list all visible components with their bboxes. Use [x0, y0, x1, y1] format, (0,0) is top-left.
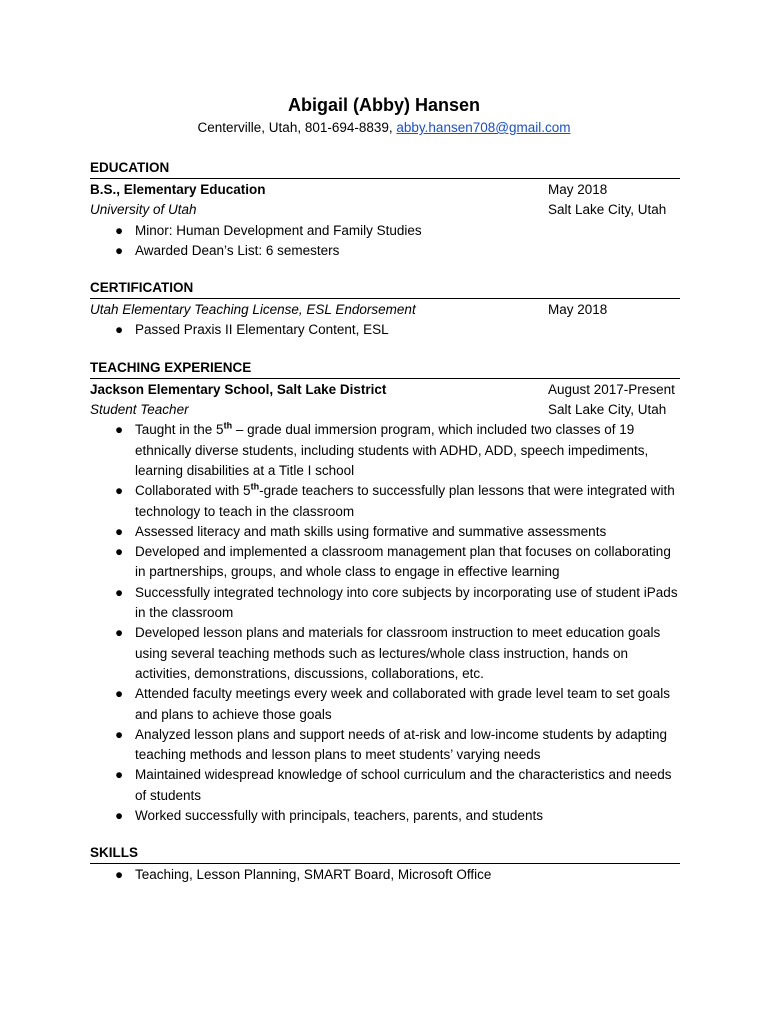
- bullet-text: Developed and implemented a classroom management plan that focuses on collaborating in partnerships, groups, and whole class to engage in effective learning: [135, 544, 671, 580]
- bullet-icon: ●: [115, 767, 124, 783]
- employer-name: Jackson Elementary School, Salt Lake District: [90, 381, 387, 397]
- experience-section: [90, 358, 680, 827]
- list-item: [115, 623, 680, 684]
- bullet-icon: ●: [115, 544, 124, 560]
- job-location: Salt Lake City, Utah: [548, 402, 667, 418]
- certification-section: [90, 278, 680, 341]
- list-item: [115, 481, 680, 522]
- bullet-icon: ●: [115, 584, 124, 600]
- resume-header: [0, 93, 768, 137]
- bullet-text: Awarded Dean’s List: 6 semesters: [135, 242, 340, 258]
- bullet-icon: ●: [115, 808, 124, 824]
- list-item: [115, 542, 680, 583]
- bullet-text: Maintained widespread knowledge of school curriculum and the characteristics and needs of students: [135, 767, 672, 803]
- list-item: [115, 420, 680, 481]
- bullet-icon: ●: [115, 726, 124, 742]
- bullet-text: Analyzed lesson plans and support needs of at-risk and low-income students by adapting teaching methods and lesson plans to meet students’ varying needs: [135, 726, 668, 763]
- bullet-text: Minor: Human Development and Family Studies: [135, 222, 422, 238]
- certification-bullets: [90, 320, 680, 340]
- bullet-text-end: – grade dual immersion program, which included two classes of 19 ethnically diverse students, including students with ADHD, ADD, speech impediments, learning disabilities at a Title I school: [135, 422, 649, 478]
- ordinal-suffix: th: [250, 481, 260, 492]
- section-heading: CERTIFICATION: [90, 278, 680, 299]
- bullet-text: Successfully integrated technology into core subjects by incorporating use of student iPads in the classroom: [135, 584, 678, 621]
- bullet-text: Teaching, Lesson Planning, SMART Board, Microsoft Office: [135, 867, 492, 883]
- degree: B.S., Elementary Education: [90, 182, 266, 197]
- contact-line: [0, 119, 768, 137]
- license-name: Utah Elementary Teaching License, ESL Endorsement: [90, 302, 416, 318]
- school-row: [90, 200, 680, 220]
- contact-details: Centerville, Utah, 801-694-8839,: [197, 120, 397, 135]
- bullet-icon: ●: [115, 867, 124, 883]
- bullet-icon: ●: [115, 242, 124, 258]
- experience-bullets: [90, 420, 680, 826]
- education-section: [90, 158, 680, 261]
- list-item: [115, 241, 680, 261]
- bullet-text-end: -grade teachers to successfully plan lessons that were integrated with technology to teach in the classroom: [135, 483, 675, 519]
- section-heading: EDUCATION: [90, 158, 680, 179]
- bullet-icon: ●: [115, 422, 124, 438]
- degree-date: May 2018: [548, 182, 608, 197]
- license-date: May 2018: [548, 302, 608, 318]
- bullet-icon: ●: [115, 523, 124, 539]
- ordinal-suffix: th: [223, 420, 233, 431]
- skills-bullets: [90, 865, 680, 885]
- bullet-text-start: Taught in the 5: [135, 422, 224, 438]
- school-location: Salt Lake City, Utah: [548, 202, 667, 218]
- list-item: [115, 725, 680, 766]
- list-item: [115, 806, 680, 826]
- school-name: University of Utah: [90, 202, 197, 218]
- list-item: [115, 765, 680, 806]
- list-item: [115, 221, 680, 241]
- list-item: [115, 583, 680, 624]
- candidate-name: Abigail (Abby) Hansen: [287, 95, 480, 115]
- bullet-text: Worked successfully with principals, teachers, parents, and students: [135, 808, 543, 824]
- bullet-text: Attended faculty meetings every week and collaborated with grade level team to set goals and plans to achieve those goals: [135, 686, 671, 722]
- skills-section: [90, 843, 680, 885]
- certification-row: [90, 300, 680, 320]
- bullet-icon: ●: [115, 322, 124, 338]
- list-item: [115, 320, 680, 340]
- education-bullets: [90, 221, 680, 262]
- education-row: [90, 180, 680, 200]
- role-row: [90, 400, 680, 420]
- resume-body: [90, 158, 680, 903]
- list-item: [115, 865, 680, 885]
- bullet-icon: ●: [115, 222, 124, 238]
- bullet-text: Passed Praxis II Elementary Content, ESL: [135, 322, 389, 338]
- employer-row: [90, 380, 680, 400]
- section-heading: TEACHING EXPERIENCE: [90, 358, 680, 379]
- job-title: Student Teacher: [90, 402, 189, 418]
- bullet-icon: ●: [115, 625, 124, 641]
- bullet-icon: ●: [115, 686, 124, 702]
- bullet-text: Assessed literacy and math skills using formative and summative assessments: [135, 523, 607, 539]
- email-link[interactable]: abby.hansen708@gmail.com: [396, 120, 571, 135]
- list-item: [115, 684, 680, 725]
- section-heading: SKILLS: [90, 843, 680, 864]
- employment-dates: August 2017-Present: [548, 381, 675, 397]
- list-item: [115, 522, 680, 542]
- bullet-text: Developed lesson plans and materials for classroom instruction to meet education goals using several teaching methods such as lectures/whole class instruction, hands on activities, demonstrations, discussions, collaborations, etc.: [135, 625, 661, 681]
- bullet-text-start: Collaborated with 5: [135, 483, 251, 499]
- bullet-icon: ●: [115, 483, 124, 499]
